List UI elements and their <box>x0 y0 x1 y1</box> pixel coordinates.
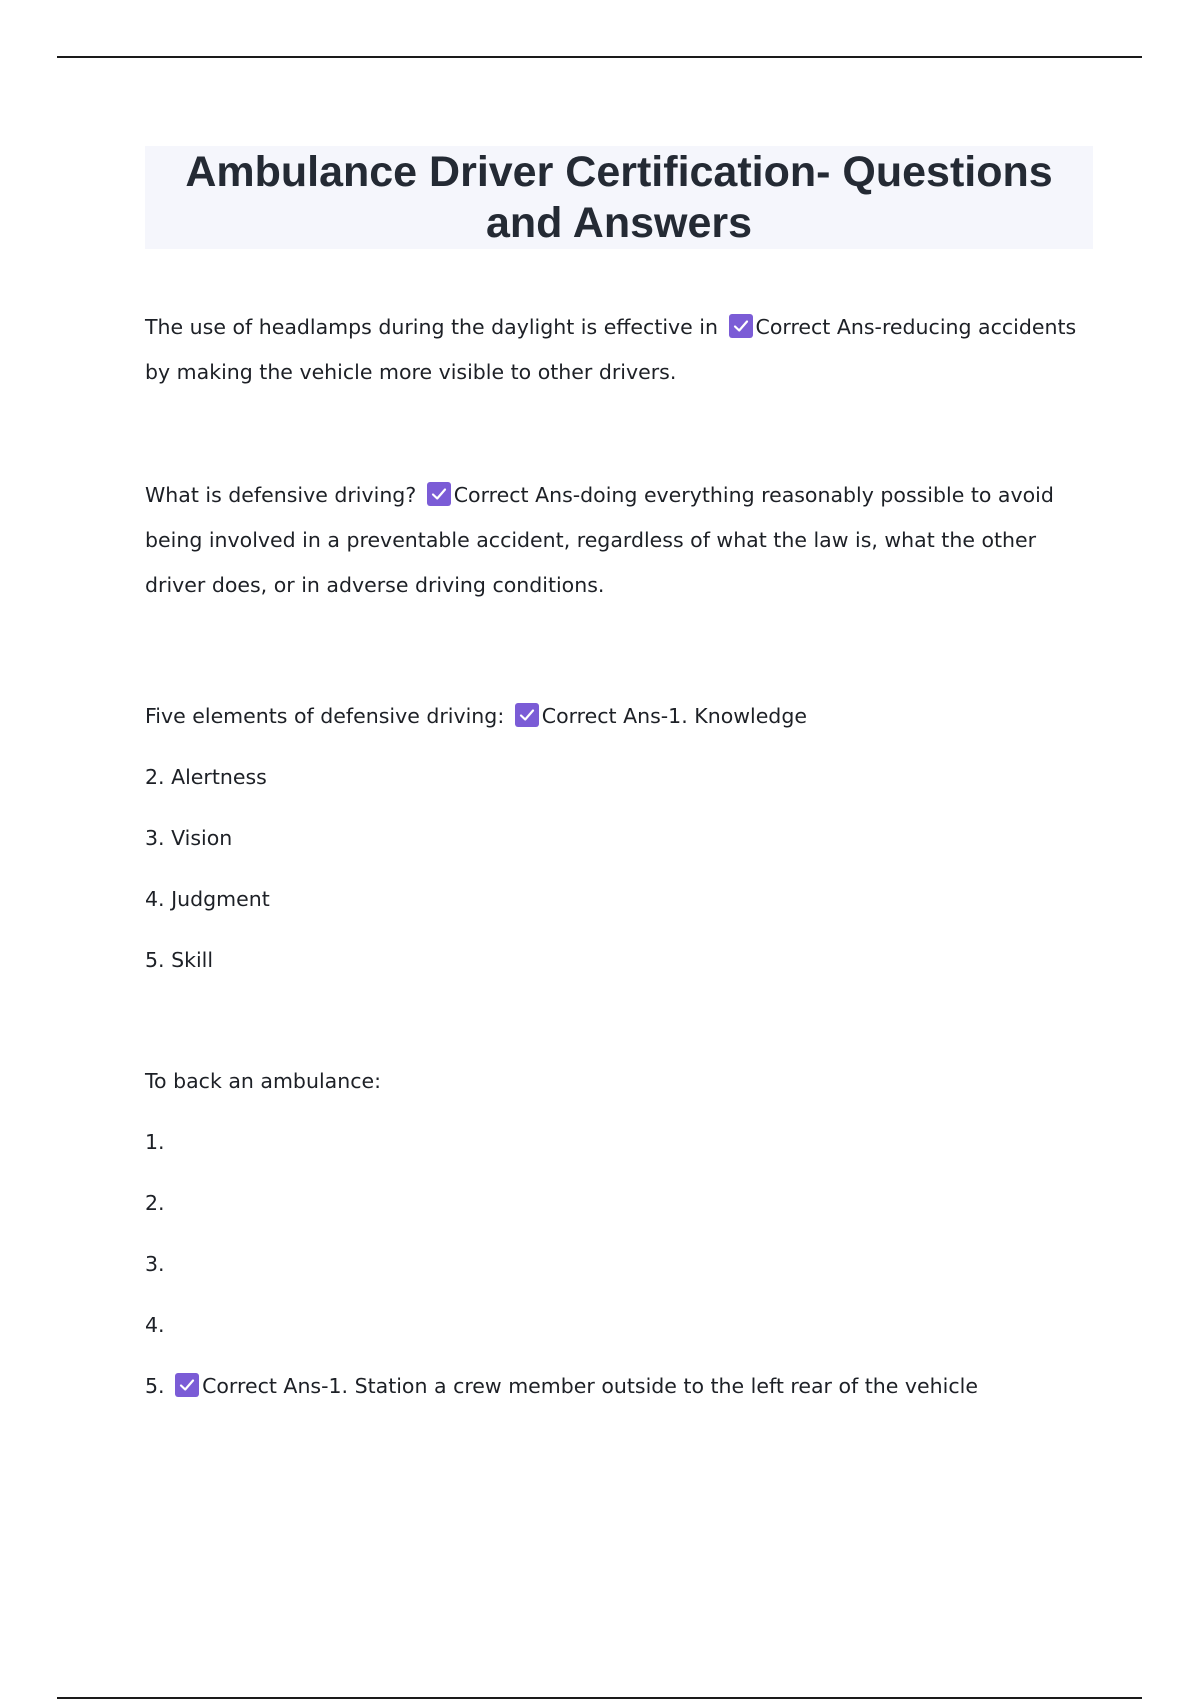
checkbox-checked-icon <box>729 314 753 338</box>
list-item: 3. Vision <box>145 826 233 850</box>
list-item: 2. <box>145 1191 165 1215</box>
list-item: 5. Skill <box>145 948 214 972</box>
checkbox-checked-icon <box>175 1373 199 1397</box>
header-rule <box>57 56 1142 58</box>
title-banner <box>145 146 1093 249</box>
list-item: 2. Alertness <box>145 765 267 789</box>
document-body <box>145 305 1090 1417</box>
answer-text: Correct Ans-reducing accidents by making the vehicle more visible to other drivers. <box>145 315 1077 384</box>
question-text: To back an ambulance: <box>145 1069 381 1093</box>
qa-paragraph <box>145 473 1090 608</box>
qa-paragraph <box>145 1356 1090 1417</box>
question-text: The use of headlamps during the daylight is effective in <box>145 315 725 339</box>
checkbox-checked-icon <box>427 482 451 506</box>
list-item: 4. Judgment <box>145 887 270 911</box>
list-number: 5. <box>145 1374 172 1398</box>
list-item: 3. <box>145 1252 165 1276</box>
question-text: Five elements of defensive driving: <box>145 704 511 728</box>
answer-text: Correct Ans-doing everything reasonably possible to avoid being involved in a preventable accident, regardless of what the law is, what the other driver does, or in adverse driving conditions. <box>145 483 1054 597</box>
question-text: What is defensive driving? <box>145 483 423 507</box>
qa-paragraph <box>145 686 1090 747</box>
footer-rule <box>57 1697 1142 1699</box>
qa-item <box>145 1051 1090 1417</box>
qa-item <box>145 305 1090 395</box>
list-item: 1. <box>145 1130 165 1154</box>
list-item: 4. <box>145 1313 165 1337</box>
answer-text: Correct Ans-1. Station a crew member outside to the left rear of the vehicle <box>202 1374 978 1398</box>
answer-text: Correct Ans-1. Knowledge <box>541 704 807 728</box>
qa-paragraph <box>145 305 1090 395</box>
document-title: Ambulance Driver Certification- Questions and Answers <box>185 147 1053 247</box>
qa-item <box>145 686 1090 991</box>
qa-item <box>145 473 1090 608</box>
checkbox-checked-icon <box>515 703 539 727</box>
